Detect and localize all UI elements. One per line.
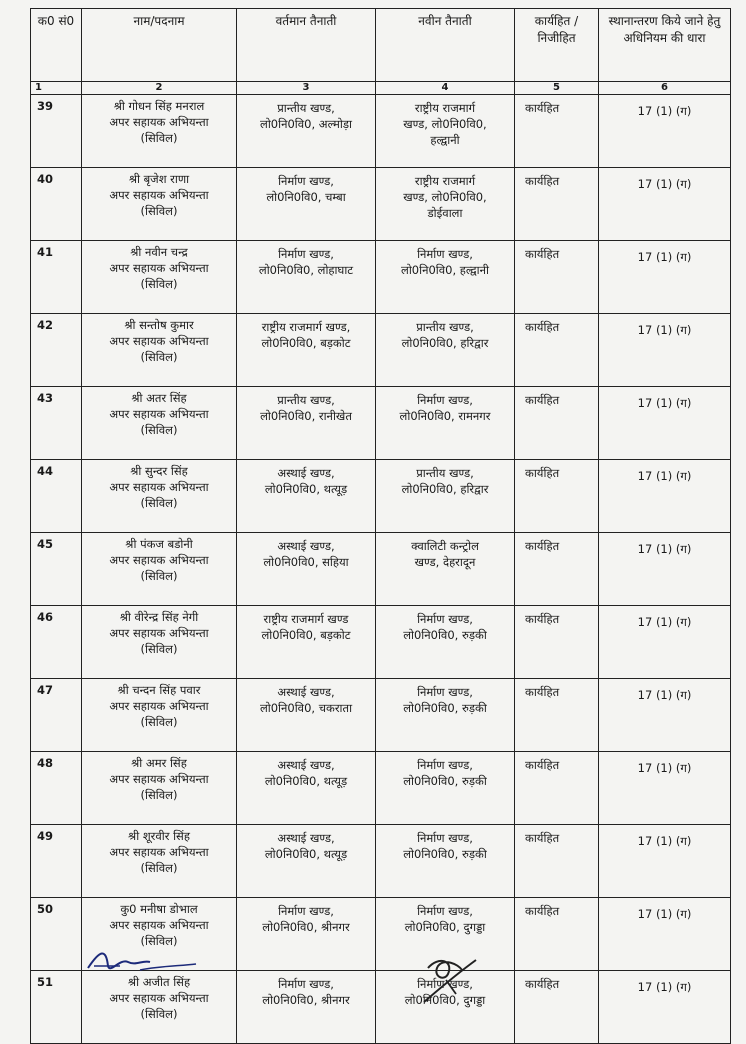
act-section-cell: 17 (1) (ग) — [599, 95, 731, 168]
header-current-posting: वर्तमान तैनाती — [237, 9, 376, 82]
name-line: श्री चन्दन सिंह पवार — [117, 683, 201, 697]
current-posting-cell — [237, 533, 376, 606]
current-line: लो0नि0वि0, थत्यूड़ — [264, 774, 348, 788]
name-line: अपर सहायक अभियन्ता — [109, 553, 209, 567]
new-line: लो0नि0वि0, रुड़की — [403, 847, 487, 861]
current-line: लो0नि0वि0, चम्बा — [266, 190, 346, 204]
new-line: निर्माण खण्ड, — [417, 612, 473, 626]
name-designation-cell — [82, 679, 237, 752]
name-line: श्री पंकज बडोनी — [125, 537, 193, 551]
current-line: निर्माण खण्ड, — [278, 904, 334, 918]
current-posting-cell — [237, 606, 376, 679]
act-section-cell: 17 (1) (ग) — [599, 825, 731, 898]
name-line: अपर सहायक अभियन्ता — [109, 188, 209, 202]
name-line: (सिविल) — [140, 642, 178, 656]
serial-number-cell: 46 — [31, 606, 82, 679]
current-line: लो0नि0वि0, बड़कोट — [261, 628, 351, 642]
table-row — [31, 533, 731, 606]
new-posting-cell — [376, 825, 515, 898]
current-posting-cell — [237, 95, 376, 168]
interest-type-cell: कार्यहित — [515, 752, 599, 825]
name-line: श्री गोधन सिंह मनराल — [113, 99, 205, 113]
name-line: (सिविल) — [140, 934, 178, 948]
current-posting-cell — [237, 752, 376, 825]
current-line: लो0नि0वि0, श्रीनगर — [262, 920, 350, 934]
name-designation-cell — [82, 752, 237, 825]
current-line: लो0नि0वि0, बड़कोट — [261, 336, 351, 350]
name-designation-cell — [82, 533, 237, 606]
current-line: लो0नि0वि0, रानीखेत — [260, 409, 352, 423]
name-line: (सिविल) — [140, 861, 178, 875]
table-row — [31, 314, 731, 387]
name-line: श्री अतर सिंह — [131, 391, 187, 405]
current-posting-cell — [237, 971, 376, 1044]
name-line: (सिविल) — [140, 788, 178, 802]
column-number: 6 — [599, 82, 731, 95]
new-line: खण्ड, लो0नि0वि0, — [403, 190, 487, 204]
current-posting-cell — [237, 241, 376, 314]
new-posting-cell — [376, 460, 515, 533]
new-posting-cell — [376, 168, 515, 241]
new-posting-cell — [376, 95, 515, 168]
header-interest-type: कार्यहित / निजीहित — [515, 9, 599, 82]
act-section-cell: 17 (1) (ग) — [599, 168, 731, 241]
table-row — [31, 460, 731, 533]
current-posting-cell — [237, 314, 376, 387]
current-posting-cell — [237, 168, 376, 241]
serial-number-cell: 49 — [31, 825, 82, 898]
new-line: लो0नि0वि0, रुड़की — [403, 774, 487, 788]
current-line: अस्थाई खण्ड, — [277, 831, 335, 845]
new-line: लो0नि0वि0, हल्द्वानी — [401, 263, 489, 277]
name-line: अपर सहायक अभियन्ता — [109, 699, 209, 713]
serial-number-cell: 47 — [31, 679, 82, 752]
current-line: राष्ट्रीय राजमार्ग खण्ड — [263, 612, 349, 626]
name-line: अपर सहायक अभियन्ता — [109, 991, 209, 1005]
name-line: श्री बृजेश राणा — [128, 172, 190, 186]
name-line: (सिविल) — [140, 1007, 178, 1021]
table-row — [31, 95, 731, 168]
name-line: अपर सहायक अभियन्ता — [109, 845, 209, 859]
name-line: (सिविल) — [140, 496, 178, 510]
serial-number-cell: 42 — [31, 314, 82, 387]
serial-number-cell: 40 — [31, 168, 82, 241]
right-signature — [418, 950, 488, 1010]
interest-type-cell: कार्यहित — [515, 679, 599, 752]
current-line: लो0नि0वि0, थत्यूड़ — [264, 482, 348, 496]
new-line: लो0नि0वि0, हरिद्वार — [401, 482, 489, 496]
table-row — [31, 752, 731, 825]
table-row — [31, 679, 731, 752]
name-designation-cell — [82, 460, 237, 533]
serial-number-cell: 50 — [31, 898, 82, 971]
name-line: (सिविल) — [140, 277, 178, 291]
new-posting-cell — [376, 606, 515, 679]
interest-type-cell: कार्यहित — [515, 95, 599, 168]
new-line: खण्ड, लो0नि0वि0, — [403, 117, 487, 131]
column-number: 2 — [82, 82, 237, 95]
name-designation-cell — [82, 168, 237, 241]
name-line: (सिविल) — [140, 131, 178, 145]
new-line: राष्ट्रीय राजमार्ग — [414, 174, 476, 188]
name-line: अपर सहायक अभियन्ता — [109, 772, 209, 786]
act-section-cell: 17 (1) (ग) — [599, 606, 731, 679]
column-number-row — [31, 82, 731, 95]
column-number: 3 — [237, 82, 376, 95]
name-line: श्री अमर सिंह — [131, 756, 187, 770]
name-line: अपर सहायक अभियन्ता — [109, 334, 209, 348]
name-line: अपर सहायक अभियन्ता — [109, 407, 209, 421]
name-line: अपर सहायक अभियन्ता — [109, 918, 209, 932]
new-line: हल्द्वानी — [430, 133, 460, 147]
name-line: श्री सुन्दर सिंह — [130, 464, 188, 478]
current-line: लो0नि0वि0, श्रीनगर — [262, 993, 350, 1007]
name-designation-cell — [82, 95, 237, 168]
interest-type-cell: कार्यहित — [515, 314, 599, 387]
new-line: लो0नि0वि0, हरिद्वार — [401, 336, 489, 350]
act-section-cell: 17 (1) (ग) — [599, 898, 731, 971]
new-line: लो0नि0वि0, रुड़की — [403, 628, 487, 642]
new-line: निर्माण खण्ड, — [417, 247, 473, 261]
name-designation-cell — [82, 606, 237, 679]
serial-number-cell: 51 — [31, 971, 82, 1044]
table-row — [31, 387, 731, 460]
new-posting-cell — [376, 314, 515, 387]
name-line: (सिविल) — [140, 423, 178, 437]
interest-type-cell: कार्यहित — [515, 898, 599, 971]
current-line: निर्माण खण्ड, — [278, 977, 334, 991]
table-row — [31, 971, 731, 1044]
name-line: अपर सहायक अभियन्ता — [109, 626, 209, 640]
current-line: लो0नि0वि0, थत्यूड़ — [264, 847, 348, 861]
name-designation-cell — [82, 241, 237, 314]
current-line: प्रान्तीय खण्ड, — [277, 101, 335, 115]
name-designation-cell — [82, 387, 237, 460]
act-section-cell: 17 (1) (ग) — [599, 387, 731, 460]
name-line: अपर सहायक अभियन्ता — [109, 115, 209, 129]
header-new-posting: नवीन तैनाती — [376, 9, 515, 82]
table-row — [31, 241, 731, 314]
name-line: (सिविल) — [140, 715, 178, 729]
new-line: प्रान्तीय खण्ड, — [416, 466, 474, 480]
current-line: लो0नि0वि0, चकराता — [259, 701, 353, 715]
new-line: खण्ड, देहरादून — [414, 555, 476, 569]
header-row — [31, 9, 731, 82]
new-line: लो0नि0वि0, रुड़की — [403, 701, 487, 715]
new-line: क्वालिटी कन्ट्रोल — [411, 539, 479, 553]
name-line: श्री अजीत सिंह — [127, 975, 191, 989]
current-posting-cell — [237, 825, 376, 898]
interest-type-cell: कार्यहित — [515, 825, 599, 898]
name-designation-cell — [82, 971, 237, 1044]
column-number: 5 — [515, 82, 599, 95]
new-line: लो0नि0वि0, दुगड्डा — [404, 993, 486, 1007]
serial-number-cell: 39 — [31, 95, 82, 168]
name-line: अपर सहायक अभियन्ता — [109, 480, 209, 494]
header-act-section: स्थानान्तरण किये जाने हेतु अधिनियम की धारा — [599, 9, 731, 82]
current-line: लो0नि0वि0, अल्मोड़ा — [260, 117, 352, 131]
current-posting-cell — [237, 387, 376, 460]
transfer-list-page — [30, 8, 730, 1044]
header-serial-number: क0 सं0 — [31, 9, 82, 82]
name-line: श्री सन्तोष कुमार — [124, 318, 194, 332]
name-designation-cell — [82, 314, 237, 387]
name-designation-cell — [82, 825, 237, 898]
new-line: डोईवाला — [427, 206, 463, 220]
current-line: लो0नि0वि0, लोहाघाट — [258, 263, 354, 277]
interest-type-cell: कार्यहित — [515, 606, 599, 679]
current-line: प्रान्तीय खण्ड, — [277, 393, 335, 407]
column-number: 1 — [31, 82, 82, 95]
current-posting-cell — [237, 460, 376, 533]
interest-type-cell: कार्यहित — [515, 971, 599, 1044]
name-line: (सिविल) — [140, 350, 178, 364]
serial-number-cell: 41 — [31, 241, 82, 314]
table-row — [31, 606, 731, 679]
new-line: लो0नि0वि0, दुगड्डा — [404, 920, 486, 934]
name-line: अपर सहायक अभियन्ता — [109, 261, 209, 275]
current-line: अस्थाई खण्ड, — [277, 466, 335, 480]
new-line: निर्माण खण्ड, — [417, 685, 473, 699]
name-line: श्री शूरवीर सिंह — [128, 829, 190, 843]
current-line: राष्ट्रीय राजमार्ग खण्ड, — [261, 320, 351, 334]
serial-number-cell: 43 — [31, 387, 82, 460]
name-line: कु0 मनीषा डोभाल — [120, 902, 198, 916]
new-posting-cell — [376, 241, 515, 314]
transfer-table — [30, 8, 731, 1044]
table-row — [31, 825, 731, 898]
act-section-cell: 17 (1) (ग) — [599, 241, 731, 314]
current-line: अस्थाई खण्ड, — [277, 758, 335, 772]
current-posting-cell — [237, 679, 376, 752]
new-posting-cell — [376, 752, 515, 825]
current-line: निर्माण खण्ड, — [278, 247, 334, 261]
act-section-cell: 17 (1) (ग) — [599, 533, 731, 606]
new-line: निर्माण खण्ड, — [417, 904, 473, 918]
act-section-cell: 17 (1) (ग) — [599, 679, 731, 752]
name-line: श्री वीरेन्द्र सिंह नेगी — [119, 610, 199, 624]
new-line: निर्माण खण्ड, — [417, 393, 473, 407]
interest-type-cell: कार्यहित — [515, 241, 599, 314]
serial-number-cell: 45 — [31, 533, 82, 606]
current-line: निर्माण खण्ड, — [278, 174, 334, 188]
serial-number-cell: 48 — [31, 752, 82, 825]
column-number: 4 — [376, 82, 515, 95]
header-name-designation: नाम/पदनाम — [82, 9, 237, 82]
new-line: निर्माण खण्ड, — [417, 831, 473, 845]
new-line: निर्माण खण्ड, — [417, 758, 473, 772]
new-posting-cell — [376, 679, 515, 752]
new-posting-cell — [376, 387, 515, 460]
new-posting-cell — [376, 533, 515, 606]
act-section-cell: 17 (1) (ग) — [599, 314, 731, 387]
name-line: (सिविल) — [140, 204, 178, 218]
current-line: लो0नि0वि0, सहिया — [263, 555, 349, 569]
current-line: अस्थाई खण्ड, — [277, 539, 335, 553]
interest-type-cell: कार्यहित — [515, 460, 599, 533]
new-line: प्रान्तीय खण्ड, — [416, 320, 474, 334]
current-line: अस्थाई खण्ड, — [277, 685, 335, 699]
new-line: राष्ट्रीय राजमार्ग — [414, 101, 476, 115]
act-section-cell: 17 (1) (ग) — [599, 752, 731, 825]
current-posting-cell — [237, 898, 376, 971]
interest-type-cell: कार्यहित — [515, 387, 599, 460]
table-row — [31, 168, 731, 241]
name-line: श्री नवीन चन्द्र — [130, 245, 188, 259]
interest-type-cell: कार्यहित — [515, 168, 599, 241]
serial-number-cell: 44 — [31, 460, 82, 533]
act-section-cell: 17 (1) (ग) — [599, 460, 731, 533]
act-section-cell: 17 (1) (ग) — [599, 971, 731, 1044]
left-signature — [80, 940, 200, 980]
new-line: लो0नि0वि0, रामनगर — [399, 409, 491, 423]
interest-type-cell: कार्यहित — [515, 533, 599, 606]
new-line: निर्माण खण्ड, — [417, 977, 473, 991]
name-line: (सिविल) — [140, 569, 178, 583]
